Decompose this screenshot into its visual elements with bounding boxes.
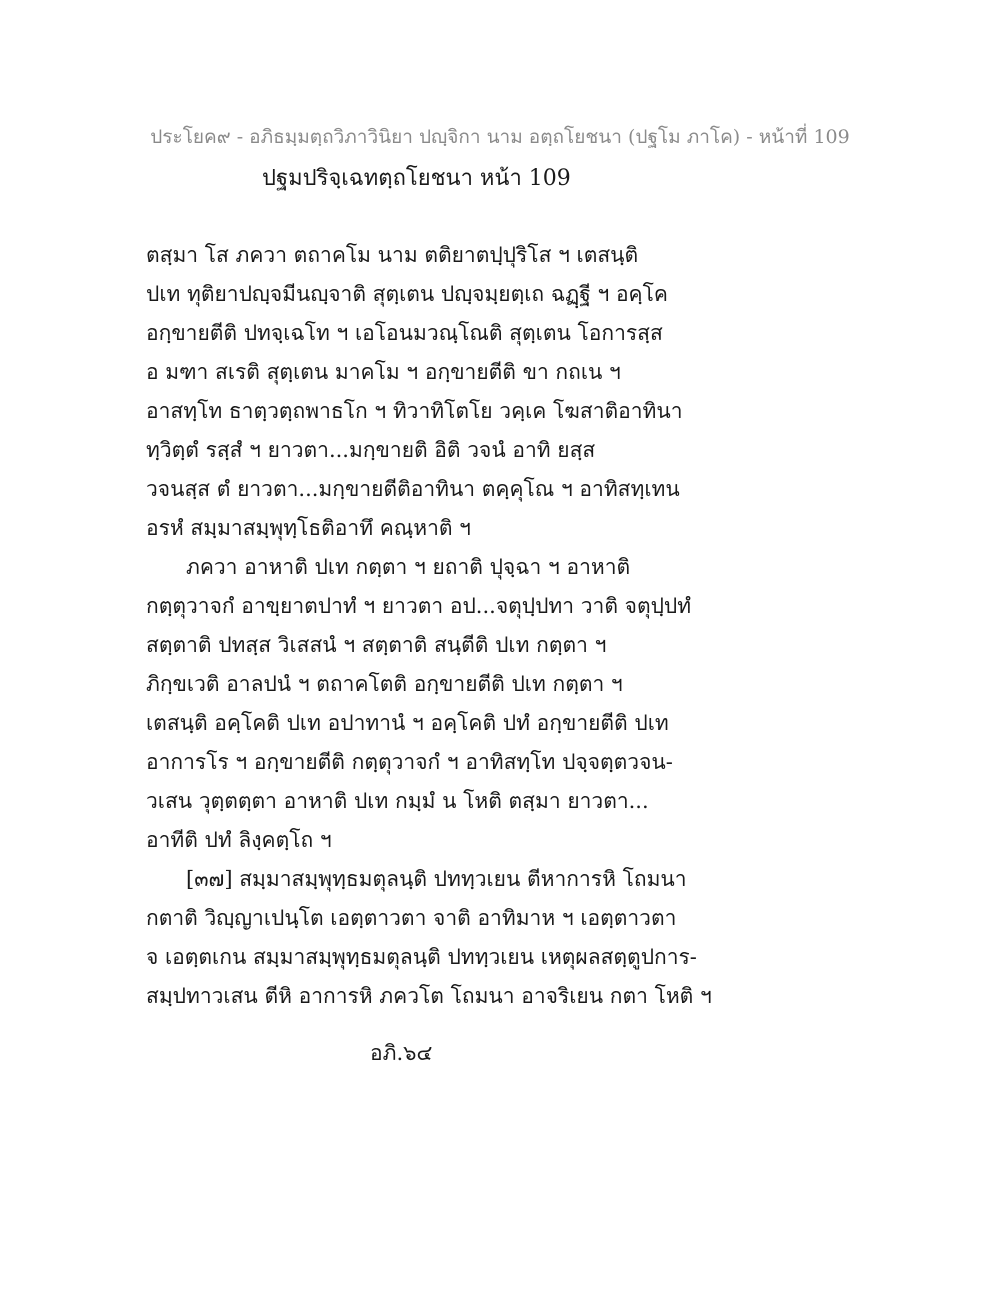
text-line: สตฺตาติ ปทสฺส วิเสสนํ ฯ สตฺตาติ สนฺตีติ ปเท กตฺตา ฯ: [146, 633, 607, 657]
text-line: วจนสฺส ตํ ยาวตา...มกฺขายตีติอาทินา ตคฺคุโณ ฯ อาทิสทฺเทน: [146, 477, 680, 501]
text-line: สมฺปทาวเสน ตีหิ อาการหิ ภควโต โถมนา อาจริเยน กตา โหติ ฯ: [146, 984, 712, 1008]
text-line: อาสทฺโท ธาตฺวตฺถพาธโก ฯ ทิวาทิโตโย วคฺเค โฆสาติอาทินา: [146, 399, 683, 423]
text-line: อกฺขายตีติ ปทจฺเฉโท ฯ เอโอนมวณฺโณติ สุตฺเตน โอการสฺส: [146, 321, 663, 345]
paragraph-start-line: ภควา อาหาติ ปเท กตฺตา ฯ ยถาติ ปุจฺฉา ฯ อาหาติ: [186, 555, 631, 579]
text-line: วเสน วุตฺตตฺตา อาหาติ ปเท กมฺมํ น โหติ ตสฺมา ยาวตา...: [146, 789, 649, 813]
text-line: ภิกฺขเวติ อาลปนํ ฯ ตถาคโตติ อกฺขายตีติ ปเท กตฺตา ฯ: [146, 672, 623, 696]
text-line: ทฺวิตฺตํ รสฺสํ ฯ ยาวตา...มกฺขายติ อิติ วจนํ อาทิ ยสฺส: [146, 438, 596, 462]
text-line: อรหํ สมฺมาสมฺพุทฺโธติอาทึ คณฺหาติ ฯ: [146, 516, 471, 540]
section-title: ปฐมปริจฺเฉทตฺถโยชนา หน้า 109: [262, 166, 571, 191]
running-header: ประโยค๙ - อภิธมฺมตฺถวิภาวินิยา ปญฺจิกา นาม อตฺถโยชนา (ปฐโม ภาโค) - หน้าที่ 109: [150, 126, 850, 148]
body-text: [146, 236, 866, 1016]
text-line: ปเท ทุติยาปญฺจมีนญฺจาติ สุตฺเตน ปญฺจมฺยตฺเถ ฉฏฺฐี ฯ อคฺโค: [146, 282, 668, 306]
paragraph-start-line: [๓๗] สมฺมาสมฺพุทฺธมตุลนฺติ ปททฺวเยน ตีหาการหิ โถมนา: [186, 867, 687, 891]
text-line: กตาติ วิญฺญาเปนฺโต เอตฺตาวตา จาติ อาทิมาห ฯ เอตฺตาวตา: [146, 906, 677, 930]
page-footer-mark: อภิ.๖๔: [370, 1041, 433, 1065]
text-line: อาการโร ฯ อกฺขายตีติ กตฺตุวาจกํ ฯ อาทิสทฺโท ปจฺจตฺตวจน-: [146, 750, 673, 774]
text-line: อาทีติ ปทํ ลิงฺคตฺโถ ฯ: [146, 828, 332, 852]
text-line: เตสนฺติ อคฺโคติ ปเท อปาทานํ ฯ อคฺโคติ ปทํ อกฺขายตีติ ปเท: [146, 711, 669, 735]
text-line: จ เอตฺตเกน สมฺมาสมฺพุทฺธมตุลนฺติ ปททฺวเยน เหตุผลสตฺตูปการ-: [146, 945, 697, 969]
text-line: ตสฺมา โส ภควา ตถาคโม นาม ตติยาตปฺปุริโส ฯ เตสนฺติ: [146, 243, 639, 267]
text-line: กตฺตุวาจกํ อาขฺยาตปาทํ ฯ ยาวตา อป...จตุปฺปทา วาติ จตุปฺปทํ: [146, 594, 692, 618]
text-line: อ มฑา สเรติ สุตฺเตน มาคโม ฯ อกฺขายตีติ ขา กถเน ฯ: [146, 360, 621, 384]
